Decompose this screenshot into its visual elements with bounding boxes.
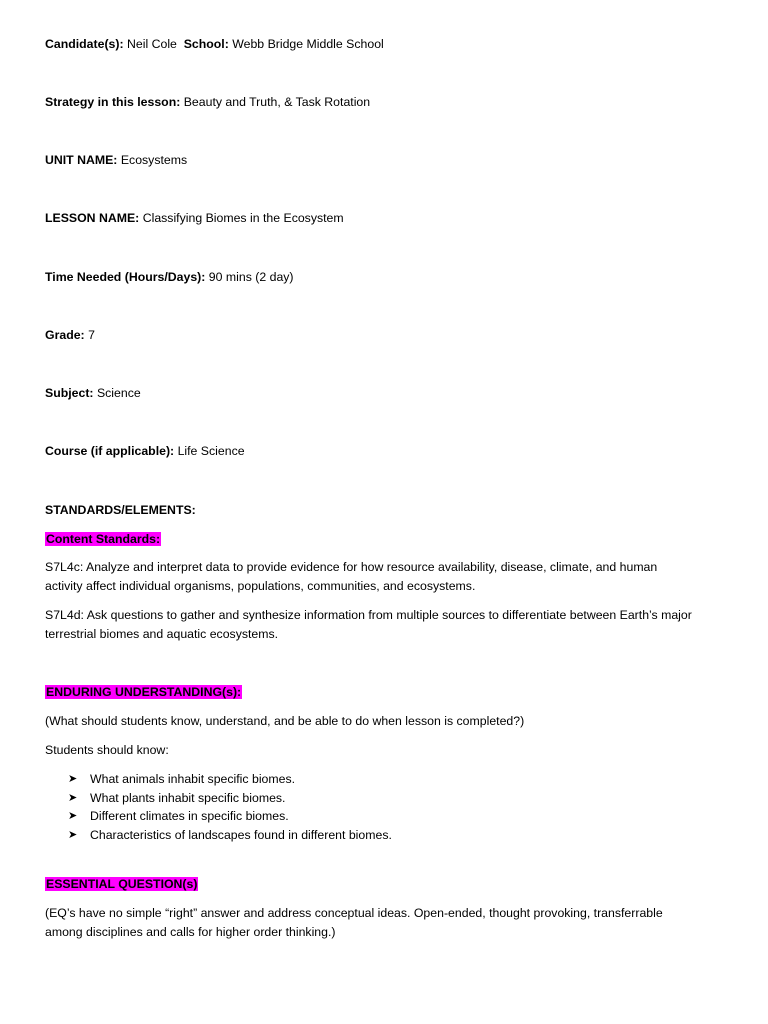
standards-heading-text: STANDARDS/ELEMENTS: [45, 503, 196, 517]
enduring-understanding-heading [45, 684, 242, 700]
content-standards-heading [45, 531, 161, 547]
grade-value: 7 [88, 328, 95, 342]
course-value: Life Science [177, 444, 245, 458]
candidate-label: Candidate(s): [45, 37, 124, 51]
school-value: Webb Bridge Middle School [232, 37, 384, 51]
essential-question-highlight: ESSENTIAL QUESTION(s) [46, 877, 198, 891]
standard-s7l4c: S7L4c: Analyze and interpret data to provide evidence for how resource availability, disease, climate, and human activity affect individual organisms, populations, communities, and ecosystems. [45, 560, 658, 593]
bullet-text: What animals inhabit specific biomes. [90, 772, 296, 786]
bullet-text: Characteristics of landscapes found in different biomes. [90, 827, 392, 842]
candidate-value: Neil Cole [127, 37, 177, 51]
enduring-prompt: (What should students know, understand, and be able to do when lesson is completed?) [45, 714, 525, 728]
arrowhead-bullet-icon: ➤ [68, 810, 78, 822]
list-item [68, 826, 392, 845]
subject-line [45, 385, 141, 401]
enduring-bullet-list [68, 770, 392, 844]
arrowhead-bullet-icon: ➤ [68, 791, 78, 804]
content-standards-highlight: Content Standards: [46, 532, 161, 546]
enduring-understanding-highlight: ENDURING UNDERSTANDING(s): [46, 685, 242, 699]
course-label: Course (if applicable): [45, 444, 175, 458]
students-should-know: Students should know: [45, 743, 169, 757]
grade-label: Grade: [45, 328, 85, 342]
subject-label: Subject: [45, 386, 94, 400]
lesson-name-value: Classifying Biomes in the Ecosystem [142, 211, 344, 225]
standard-s7l4d: S7L4d: Ask questions to gather and synthesize information from multiple sources to differentiate between Earth’s major terrestrial biomes and aquatic ecosystems. [45, 608, 692, 641]
unit-name-label: UNIT NAME: [45, 153, 118, 167]
bullet-text: What plants inhabit specific biomes. [90, 790, 286, 805]
time-needed-value: 90 mins (2 day) [208, 270, 294, 284]
lesson-name-line [45, 210, 344, 226]
school-label: School: [183, 37, 229, 51]
unit-name-value: Ecosystems [120, 153, 188, 167]
time-needed-label: Time Needed (Hours/Days): [45, 270, 206, 284]
candidate-line [45, 36, 384, 52]
list-item [68, 789, 392, 808]
arrowhead-bullet-icon: ➤ [68, 773, 78, 785]
list-item [68, 807, 392, 826]
time-needed-line [45, 269, 294, 285]
strategy-line [45, 94, 370, 110]
grade-line [45, 327, 95, 343]
arrowhead-bullet-icon: ➤ [68, 828, 78, 841]
subject-value: Science [96, 386, 141, 400]
strategy-label: Strategy in this lesson: [45, 95, 181, 109]
course-line [45, 443, 245, 459]
essential-question-heading [45, 876, 198, 892]
bullet-text: Different climates in specific biomes. [90, 809, 289, 823]
essential-question-prompt: (EQ’s have no simple “right” answer and address conceptual ideas. Open-ended, thought provoking, transferrable among disciplines and calls for higher order thinking.) [45, 906, 663, 939]
unit-name-line [45, 152, 187, 168]
standards-heading [45, 502, 196, 518]
strategy-value: Beauty and Truth, & Task Rotation [183, 95, 371, 109]
list-item [68, 770, 392, 789]
lesson-name-label: LESSON NAME: [45, 211, 140, 225]
